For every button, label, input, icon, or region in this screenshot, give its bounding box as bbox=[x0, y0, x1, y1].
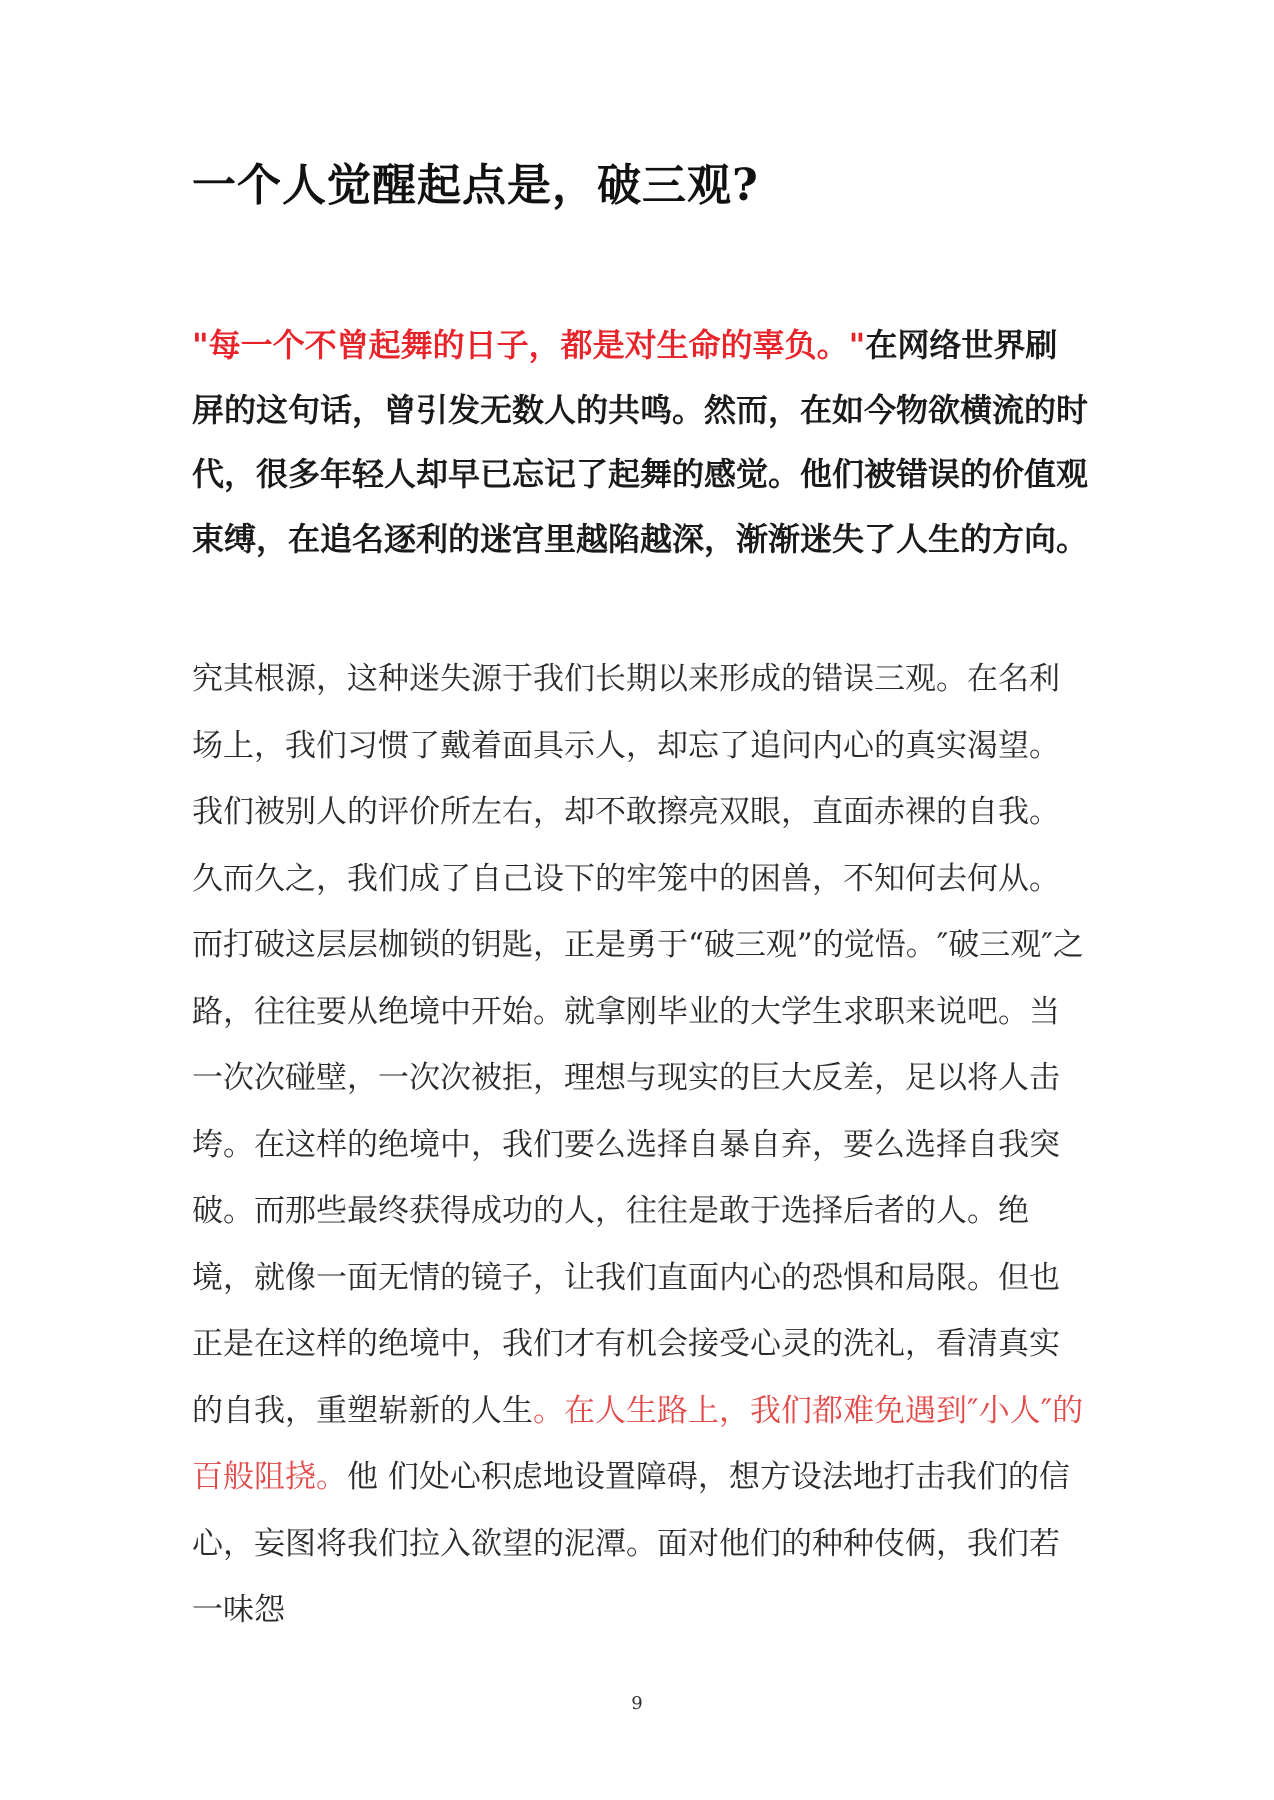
body-paragraph bbox=[192, 646, 1088, 1644]
body-text-part1: 究其根源，这种迷失源于我们长期以来形成的错误三观。在名利场上，我们习惯了戴着面具示人，却忘了追问内心的真实渴望。我们被别人的评价所左右，却不敢擦亮双眼，直面赤裸的自我。久而久之，我们成了自己设下的牢笼中的困兽，不知何去何从。而打破这层层枷锁的钥匙，正是勇于“破三观”的觉悟。″破三观″之路，往往要从绝境中开始。就拿刚毕业的大学生求职来说吧。当一次次碰壁，一次次被拒，理想与现实的巨大反差，足以将人击垮。在这样的绝境中，我们要么选择自暴自弃，要么选择自我突破。而那些最终获得成功的人，往往是敢于选择后者的人。绝境，就像一面无情的镜子，让我们直面内心的恐惧和局限。但也正是在这样的绝境中，我们才有机会接受心灵的洗礼，看清真实的自我，重塑崭新的人生 bbox=[192, 661, 1084, 1429]
page-title: 一个人觉醒起点是，破三观? bbox=[192, 160, 759, 211]
body-text-part3: 他 们处心积虑地设置障碍，想方设法地打击我们的信心，妄图将我们拉入欲望的泥潭。面对他们的种种伎俩，我们若一味怨 bbox=[192, 1459, 1070, 1628]
lead-text: 在网络世界刷屏的这句话，曾引发无数人的共鸣。然而，在如今物欲横流的时代，很多年轻人却早已忘记了起舞的感觉。他们被错误的价值观束缚，在追名逐利的迷宫里越陷越深，渐渐迷失了人生的方向。 bbox=[192, 326, 1089, 558]
body-highlighted-text: 。在人生路上，我们都难免遇到″小人″的百般阻挠。 bbox=[192, 1392, 1084, 1495]
lead-paragraph bbox=[192, 313, 1088, 571]
highlighted-quote: "每一个不曾起舞的日子，都是对生命的辜负。" bbox=[192, 326, 866, 364]
page-number: 9 bbox=[631, 1693, 643, 1714]
